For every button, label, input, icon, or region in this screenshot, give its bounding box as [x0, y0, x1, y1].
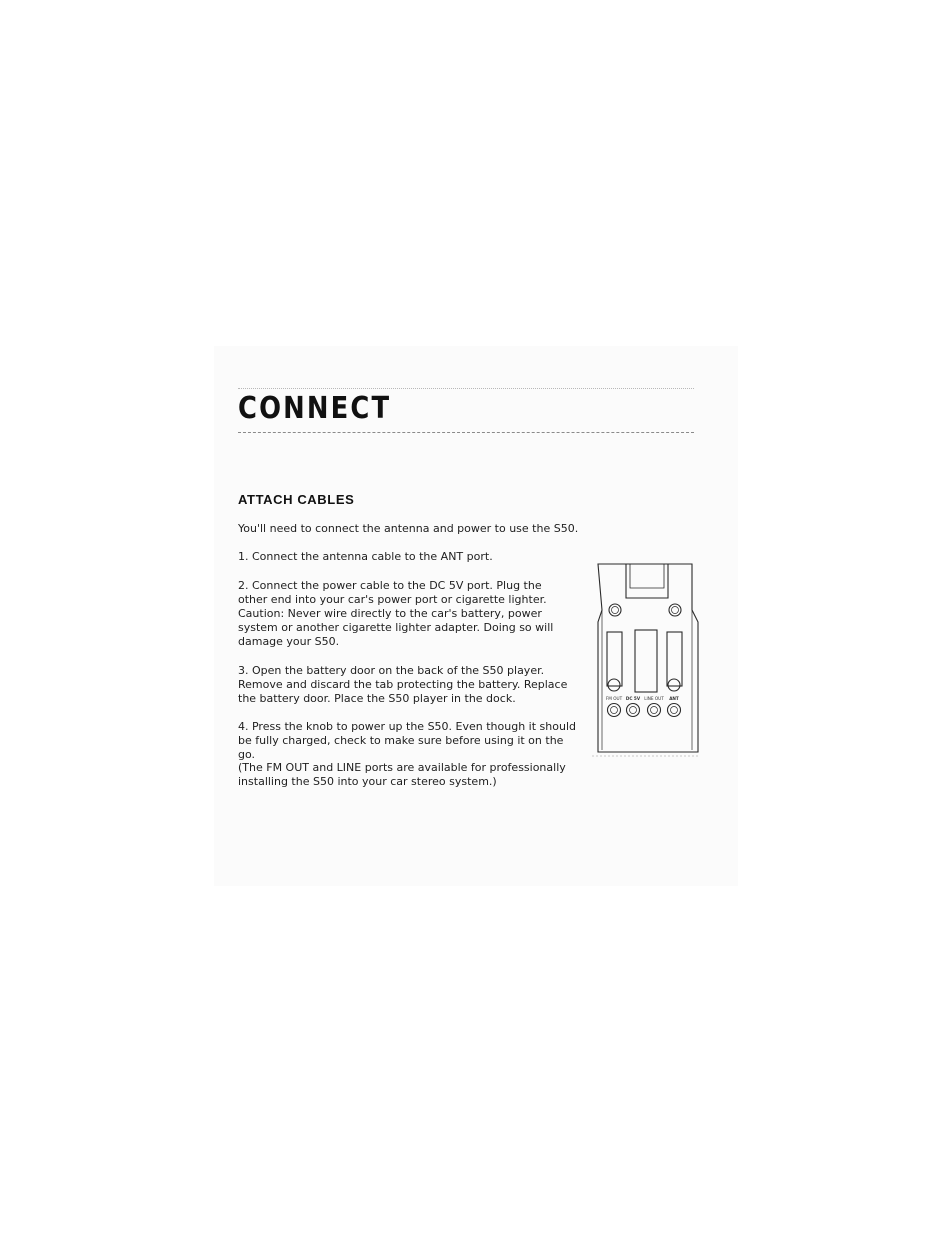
port-fm-out-inner [611, 707, 618, 714]
port-fm-out [608, 704, 621, 717]
port-line-out-inner [651, 707, 658, 714]
port-ant [668, 704, 681, 717]
section-heading: ATTACH CABLES [238, 492, 355, 507]
slot-right [667, 632, 682, 686]
port-label-fm-out: FM OUT [605, 696, 623, 701]
dock-cradle-inner [630, 564, 664, 588]
dock-illustration [590, 552, 702, 760]
slot-left [607, 632, 622, 686]
title-top-rule [238, 388, 694, 389]
dock-cradle-outline [626, 564, 668, 598]
title-bottom-rule [238, 432, 694, 433]
dock-diagram [590, 552, 702, 760]
step-2: 2. Connect the power cable to the DC 5V port. Plug the other end into your car's power port or cigarette lighter. Caution: Never wire directly to the car's battery, power system or another cigarette lighter adapter. Doing so will damage your S50. [238, 579, 554, 648]
port-ant-inner [671, 707, 678, 714]
note-paragraph: (The FM OUT and LINE ports are available for professionally installing the S50 into your car stereo system.) [238, 761, 566, 788]
port-label-line-out: LINE OUT [644, 696, 664, 701]
screw-hole-right-inner [672, 607, 679, 614]
screw-hole-left [609, 604, 621, 616]
port-label-ant: ANT [669, 696, 679, 701]
port-dc-5v-inner [630, 707, 637, 714]
page-title: CONNECT [238, 391, 392, 426]
port-line-out [648, 704, 661, 717]
slot-center [635, 630, 657, 692]
dock-body-outline [598, 564, 698, 752]
intro-paragraph: You'll need to connect the antenna and power to use the S50. [238, 522, 579, 535]
step-1: 1. Connect the antenna cable to the ANT port. [238, 550, 493, 563]
slot-right-knob [668, 679, 680, 691]
port-dc-5v [627, 704, 640, 717]
screw-hole-right [669, 604, 681, 616]
screw-hole-left-inner [612, 607, 619, 614]
step-4: 4. Press the knob to power up the S50. Even though it should be fully charged, check to make sure before using it on the go. [238, 720, 576, 761]
slot-left-knob [608, 679, 620, 691]
step-3: 3. Open the battery door on the back of the S50 player. Remove and discard the tab protecting the battery. Replace the battery door. Place the S50 player in the dock. [238, 664, 568, 705]
port-label-dc-5v: DC 5V [625, 696, 641, 701]
